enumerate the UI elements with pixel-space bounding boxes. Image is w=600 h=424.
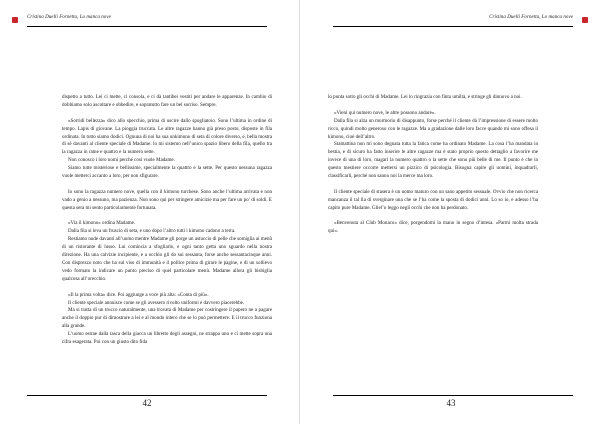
right-page <box>300 0 600 424</box>
paragraph: Restiamo nude davanti all’uomo mentre Madame gli porge un astuccio di pelle che somiglia ai menù di un ristorante di lusso. Lui comincia a sfogliarlo, e ogni tanto getta uno sguardo nella nostra direzione. Ha una calvizie incipiente, e a occhio gli do sui sessanta, forse anche sessantacinque anni. Con disprezzo noto che ha sul viso di immunità e il pollice prima di girare le pagine, e di un sollievo vedo formato la indicare un punto preciso di quel particolare menù. Madame allora gli bisbiglia qualcosa all’orecchio. <box>62 236 272 282</box>
body-text <box>62 94 272 347</box>
paragraph: Dalla fila si leva un fruscio di seta, e uno dopo l’altro tutti i kimono cadono a terra. <box>68 228 236 235</box>
paragraph: «Via il kimono» ordina Madame. <box>68 220 136 227</box>
paragraph: dispetto a tutto. Lei ci mette, ci consola, e ci dà tantibei vestiti per andare le apparenze. In cambio di dobbiamo solo ascoltare e obbedire, e sopratutto fare un bel sorriso. Sempre. <box>62 94 272 108</box>
paragraph: «Vieni qui numero nove, le altre possono andare». <box>334 109 436 116</box>
paragraph: Stamattina non mi sono degnata tutta la fatica come ha ordinato Madame. La cosa l’ha mandata in bestia, e di sicuro ha fatto inserire le altre ragazze ma è stato proprio questo dettaglio a favorire me invece di una di loro, magari la numero quattro o la sette che sono più belle di me. Il punto è che in questo mestiere occorre mettersi un pizzico di psicologia. Bisogna capire gli uomini, inquadrarli, classificarli, perché non sanno noi la merce ma loro. <box>328 141 538 180</box>
page-number: 42 <box>142 398 152 408</box>
paragraph: Il cliente speciale di stasera è un uomo maturo con un sano appetito sessuale. Ovvio che non ricerca mancanza il tal lla di sverginare una che se l’ha come la sposta di dodici anni. Lo so io, e adesso l’ha capito pure Madame. Gliel’o leggo negli occhi che non ha perdonato. <box>328 188 538 211</box>
page-corner-marker <box>12 17 18 23</box>
running-head: Cristina Duelli Fornetta, Lo manca nove <box>489 15 573 20</box>
page-corner-marker <box>582 17 588 23</box>
paragraph: «Sorridi bellezza» dico allo specchio, prima di uscire dallo spogliatoio. Sono l’ultima in ordine di tempo. Lapis di giovane. La pioggia truccata. Le altre ragazze hanno già preso posto, disposte in fila ordinata. In tutto siamo dodici. Ognuna di noi ha sua unkimono di seta di colore diverso, e, bella mostra di sé davanti al cliente speciale di Madame. lo mi sistemo nell’unico spazio libero della fila, quello tra la ragazza in rame e quattro e la numero sette. <box>62 117 272 156</box>
paragraph: Dalla fila si alza un mormorio di disappunto, forse perché il cliente dà l’impressione di essere molto ricco, quindi molto generoso con le ragazze. Ma a gradazione dalle loro facce quando mi sono offesa il kimono, cioè dell’altro. <box>328 117 538 140</box>
paragraph: Ma si tratta di un trucco naturalmente, una trovata di Madame per costringere il papero ne a pagare anche il doppio pur di dimostrare a lei e al mondo intero che se lo può permettere. E il trucco funziona alla grande. <box>62 307 272 330</box>
paragraph: Io sono la ragazza numero nove, quella con il kimono turchese. Sono anche l’ultima arrivata e non vado a genio a nessuno, ma pazienza. Non sono qui per stringere amicizie ma per fare un po’ di soldi. E questa sera mi sento particolarmente fortunata. <box>62 188 272 211</box>
header-rule <box>27 26 267 27</box>
paragraph: Non conosco i loro nomi perché così vuole Madame. <box>68 157 175 164</box>
paragraph: Il cliente speciale annuisce come se gli avessero rivolto uniformi e davvero piacerebbe. <box>68 299 245 306</box>
paragraph: «Benvenuta al Club Monaco» dice, porgendomi la mano in segno d’intesa. «Parmi molta strada qui». <box>328 220 538 235</box>
paragraph: Siamo tutte misteriose e bellissime, specialmente la quattro e la sette. Per questo nessuna ragazza vuole metterci accanto a loro, per non sfigurare. <box>62 165 272 180</box>
page-number: 43 <box>446 398 456 408</box>
paragraph: lo punta sotto gli occhi di Madame. Lei lo ringrazia con finta umiltà, e stringe gli dinnovo a noi. <box>328 94 522 100</box>
body-text <box>328 94 538 236</box>
footer-rule <box>27 395 267 396</box>
paragraph: L’uomo estrae dalla tasca della giacca un libretto degli assegni, ne strappa uno e ci mette sopra una cifra esagerata. Poi con un giusto dito fida <box>62 331 272 346</box>
paragraph: «Il la prima volta» dice. Poi aggiunge a voce più alta: «Conta di più». <box>68 291 209 298</box>
footer-rule <box>333 395 573 396</box>
header-rule <box>333 26 573 27</box>
running-head: Cristina Duelli Fornetta, Lo manca nove <box>27 15 111 20</box>
